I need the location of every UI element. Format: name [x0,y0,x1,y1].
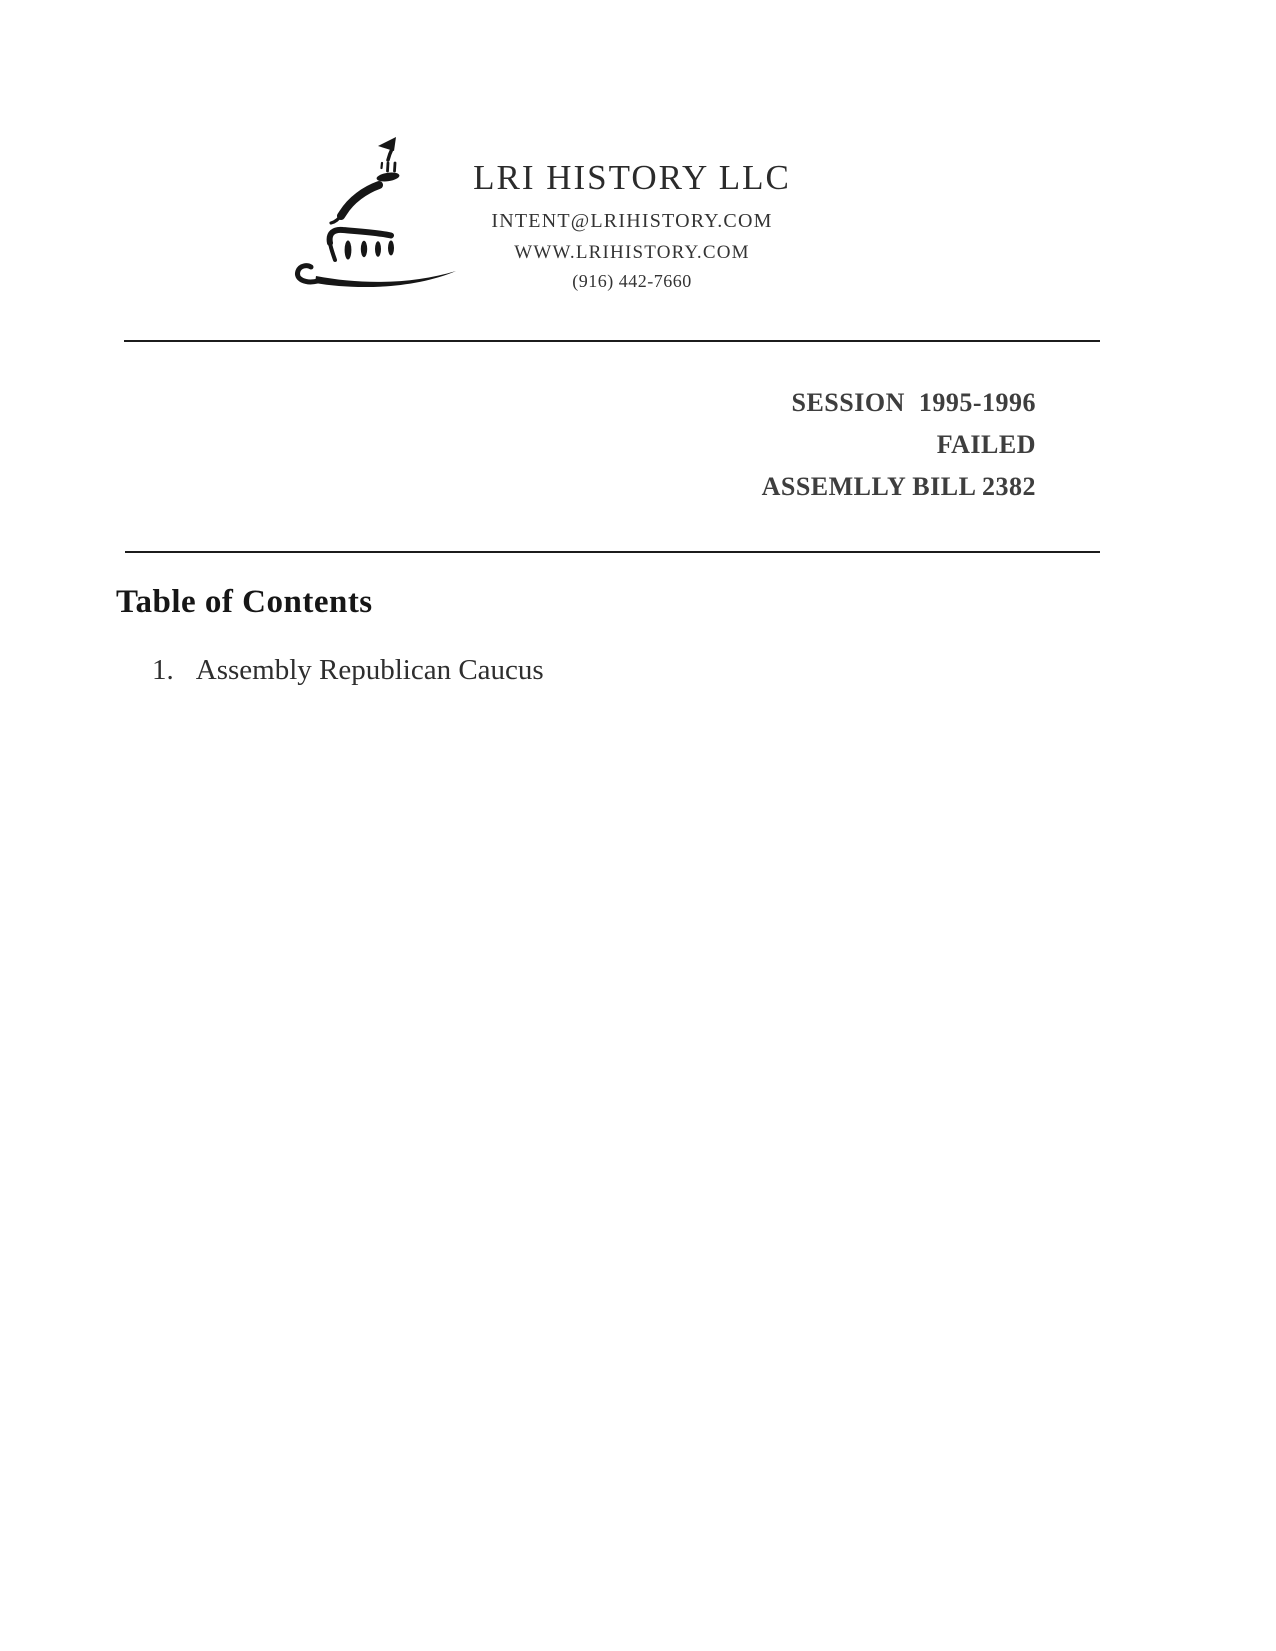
session-block [762,382,1036,508]
letterhead [432,160,832,290]
toc-item [152,654,544,686]
company-email: INTENT@LRIHISTORY.COM [491,210,773,232]
session-line: SESSION 1995-1996 [791,388,1036,417]
status-line: FAILED [936,430,1036,459]
toc-item-label: Assembly Republican Caucus [195,654,544,686]
company-phone: (916) 442-7660 [572,271,692,291]
company-website: WWW.LRIHISTORY.COM [514,242,750,263]
bill-line: ASSEMLLY BILL 2382 [761,472,1036,501]
divider-bottom [125,551,1100,553]
toc-item-number: 1. [152,654,174,686]
company-name: LRI HISTORY LLC [473,158,791,197]
toc-heading: Table of Contents [116,584,373,620]
divider-top [124,340,1100,342]
